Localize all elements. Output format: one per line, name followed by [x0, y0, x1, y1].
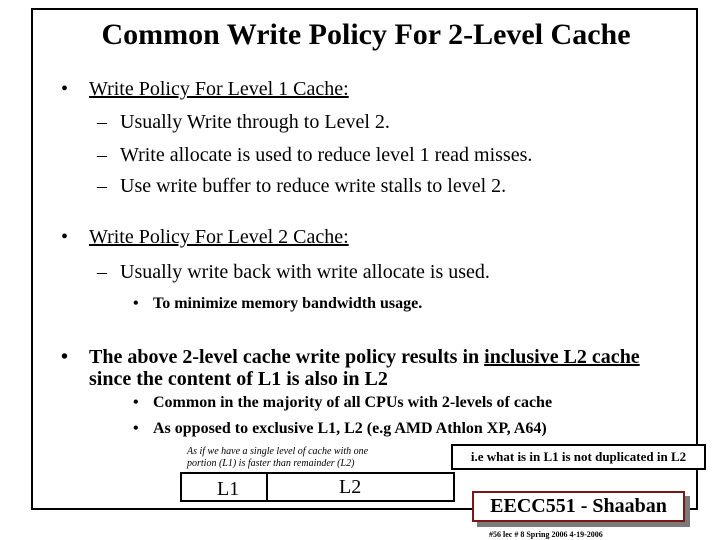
section3-inclusive-l2: inclusive L2 cache [484, 346, 640, 368]
bullet-3-sub2-glyph: • [133, 420, 139, 437]
bullet-3-glyph: • [61, 346, 69, 368]
cache-bar-divider [266, 472, 268, 502]
dash-1-3: – [97, 175, 107, 197]
l2-label: L2 [339, 476, 362, 498]
section1-item-3: Use write buffer to reduce write stalls to level 2. [120, 175, 507, 197]
dash-1-2: – [97, 144, 107, 166]
course-badge: EECC551 - Shaaban [472, 491, 685, 522]
exclusive-note-box: i.e what is in L1 is not duplicated in L2 [451, 444, 706, 470]
single-level-note: As if we have a single level of cache with one portion (L1) is faster than remainder (L2) [187, 446, 369, 469]
l1-label: L1 [217, 478, 240, 500]
dash-2-1: – [97, 261, 107, 283]
bullet-3-sub1-glyph: • [133, 394, 139, 411]
bullet-2-sub-glyph: • [133, 295, 139, 312]
section1-heading: Write Policy For Level 1 Cache: [89, 78, 349, 100]
section1-item-2: Write allocate is used to reduce level 1 read misses. [120, 144, 533, 166]
slide-title: Common Write Policy For 2-Level Cache [101, 18, 631, 51]
section3-sub-item-1: Common in the majority of all CPUs with 2-levels of cache [153, 394, 553, 411]
section3-text-pre: The above 2-level cache write policy results in [89, 346, 480, 368]
bullet-1-glyph: • [61, 78, 69, 100]
section3-line2: since the content of L1 is also in L2 [89, 368, 388, 390]
section1-item-1: Usually Write through to Level 2. [120, 111, 390, 133]
section3-line1 [89, 346, 640, 369]
dash-1-1: – [97, 111, 107, 133]
slide-footer: #56 lec # 8 Spring 2006 4-19-2006 [489, 530, 603, 539]
bullet-2-glyph: • [61, 226, 69, 248]
section2-item: Usually write back with write allocate is used. [120, 261, 490, 283]
section2-sub-item: To minimize memory bandwidth usage. [153, 295, 423, 312]
section2-heading: Write Policy For Level 2 Cache: [89, 226, 349, 248]
section3-sub-item-2: As opposed to exclusive L1, L2 (e.g AMD Athlon XP, A64) [153, 420, 547, 437]
